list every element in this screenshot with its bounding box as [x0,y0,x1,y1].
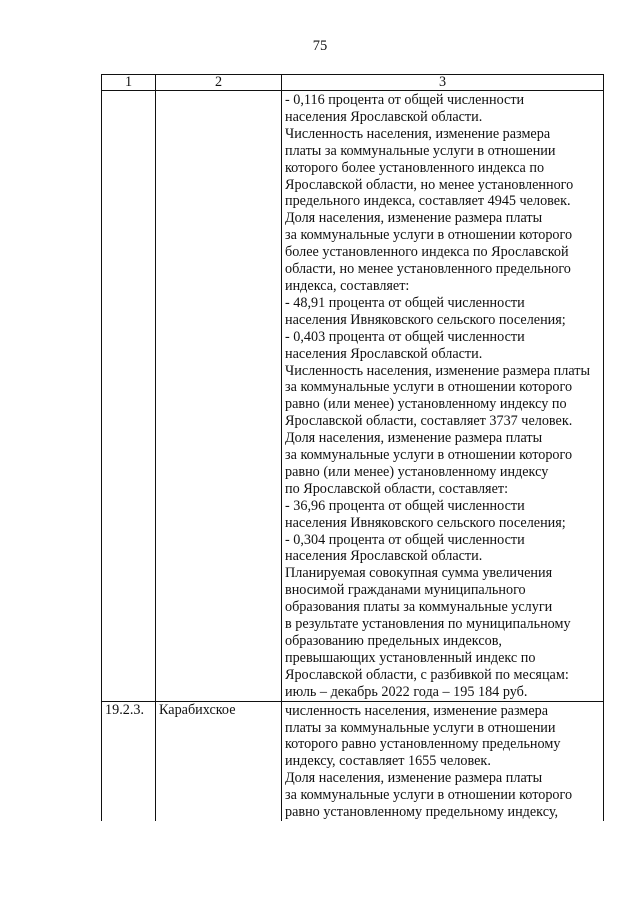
content-cell [282,91,604,702]
text-line: вносимой гражданами муниципального [285,582,526,599]
page-number: 75 [312,38,328,54]
text-line: области, но менее установленного предельного [285,261,571,278]
text-line: которого более установленного индекса по [285,159,545,176]
text-line: Ярославской области, составляет 3737 человек. [285,413,573,430]
column-header-2: 2 [156,75,282,91]
content-cell [282,701,604,821]
text-line: образованию предельных индексов, [285,633,502,649]
text-line: за коммунальные услуги в отношении которого [285,787,573,804]
table-row [102,701,604,821]
text-line: равно (или менее) установленному индексу [285,463,549,480]
text-line: за коммунальные услуги в отношении которого [285,447,573,464]
text-line: Доля населения, изменение размера платы [285,210,543,227]
text-line: - 48,91 процента от общей численности [285,294,525,311]
row-number-cell: 19.2.3. [102,701,156,821]
text-line: Ярославской области, но менее установленного [285,176,574,193]
table-row [102,91,604,702]
text-line: Ярославской области, с разбивкой по месяцам: [285,666,569,683]
text-line: которого равно установленному предельному [285,736,561,753]
text-line: населения Ярославской области. [285,548,483,565]
document-table [101,74,604,821]
text-line: платы за коммунальные услуги в отношении [285,142,556,159]
text-line: населения Ивняковского сельского поселения; [285,311,566,328]
column-header-1: 1 [102,75,156,91]
text-line: - 0,304 процента от общей численности [285,531,525,548]
text-line: Планируемая совокупная сумма увеличения [285,565,553,582]
text-line: населения Ярославской области. [285,108,483,125]
text-line: Доля населения, изменение размера платы [285,430,543,447]
text-line: равно (или менее) установленному индексу по [285,396,567,413]
text-line: - 0,403 процента от общей численности [285,328,525,345]
table-header-row [102,75,604,91]
text-line: в результате установления по муниципальному [285,616,571,633]
text-line: предельного индекса, составляет 4945 человек. [285,193,571,210]
text-line: индексу, составляет 1655 человек. [285,753,491,770]
text-line: Численность населения, изменение размера [285,125,551,142]
text-line: - 36,96 процента от общей численности [285,497,525,514]
text-line: за коммунальные услуги в отношении которого [285,227,573,244]
text-line: образования платы за коммунальные услуги [285,599,553,616]
text-line: более установленного индекса по Ярославской [285,244,569,261]
text-line: индекса, составляет: [285,277,410,294]
column-header-3: 3 [282,75,604,91]
text-line: превышающих установленный индекс по [285,649,536,666]
text-line: Численность населения, изменение размера платы [285,362,591,379]
text-line: - 0,116 процента от общей численности [285,92,525,108]
text-line: за коммунальные услуги в отношении которого [285,379,573,396]
text-line: июль – декабрь 2022 года – 195 184 руб. [285,683,528,700]
row-number-cell [102,91,156,702]
text-line: населения Ярославской области. [285,345,483,362]
settlement-name-cell [156,91,282,702]
settlement-name-cell: Карабихское [156,701,282,821]
text-line: по Ярославской области, составляет: [285,480,509,497]
text-line: равно установленному предельному индексу, [285,804,559,821]
text-line: платы за коммунальные услуги в отношении [285,719,556,736]
text-line: численность населения, изменение размера [285,702,549,719]
text-line: населения Ивняковского сельского поселения; [285,514,566,531]
text-line: Доля населения, изменение размера платы [285,770,543,787]
